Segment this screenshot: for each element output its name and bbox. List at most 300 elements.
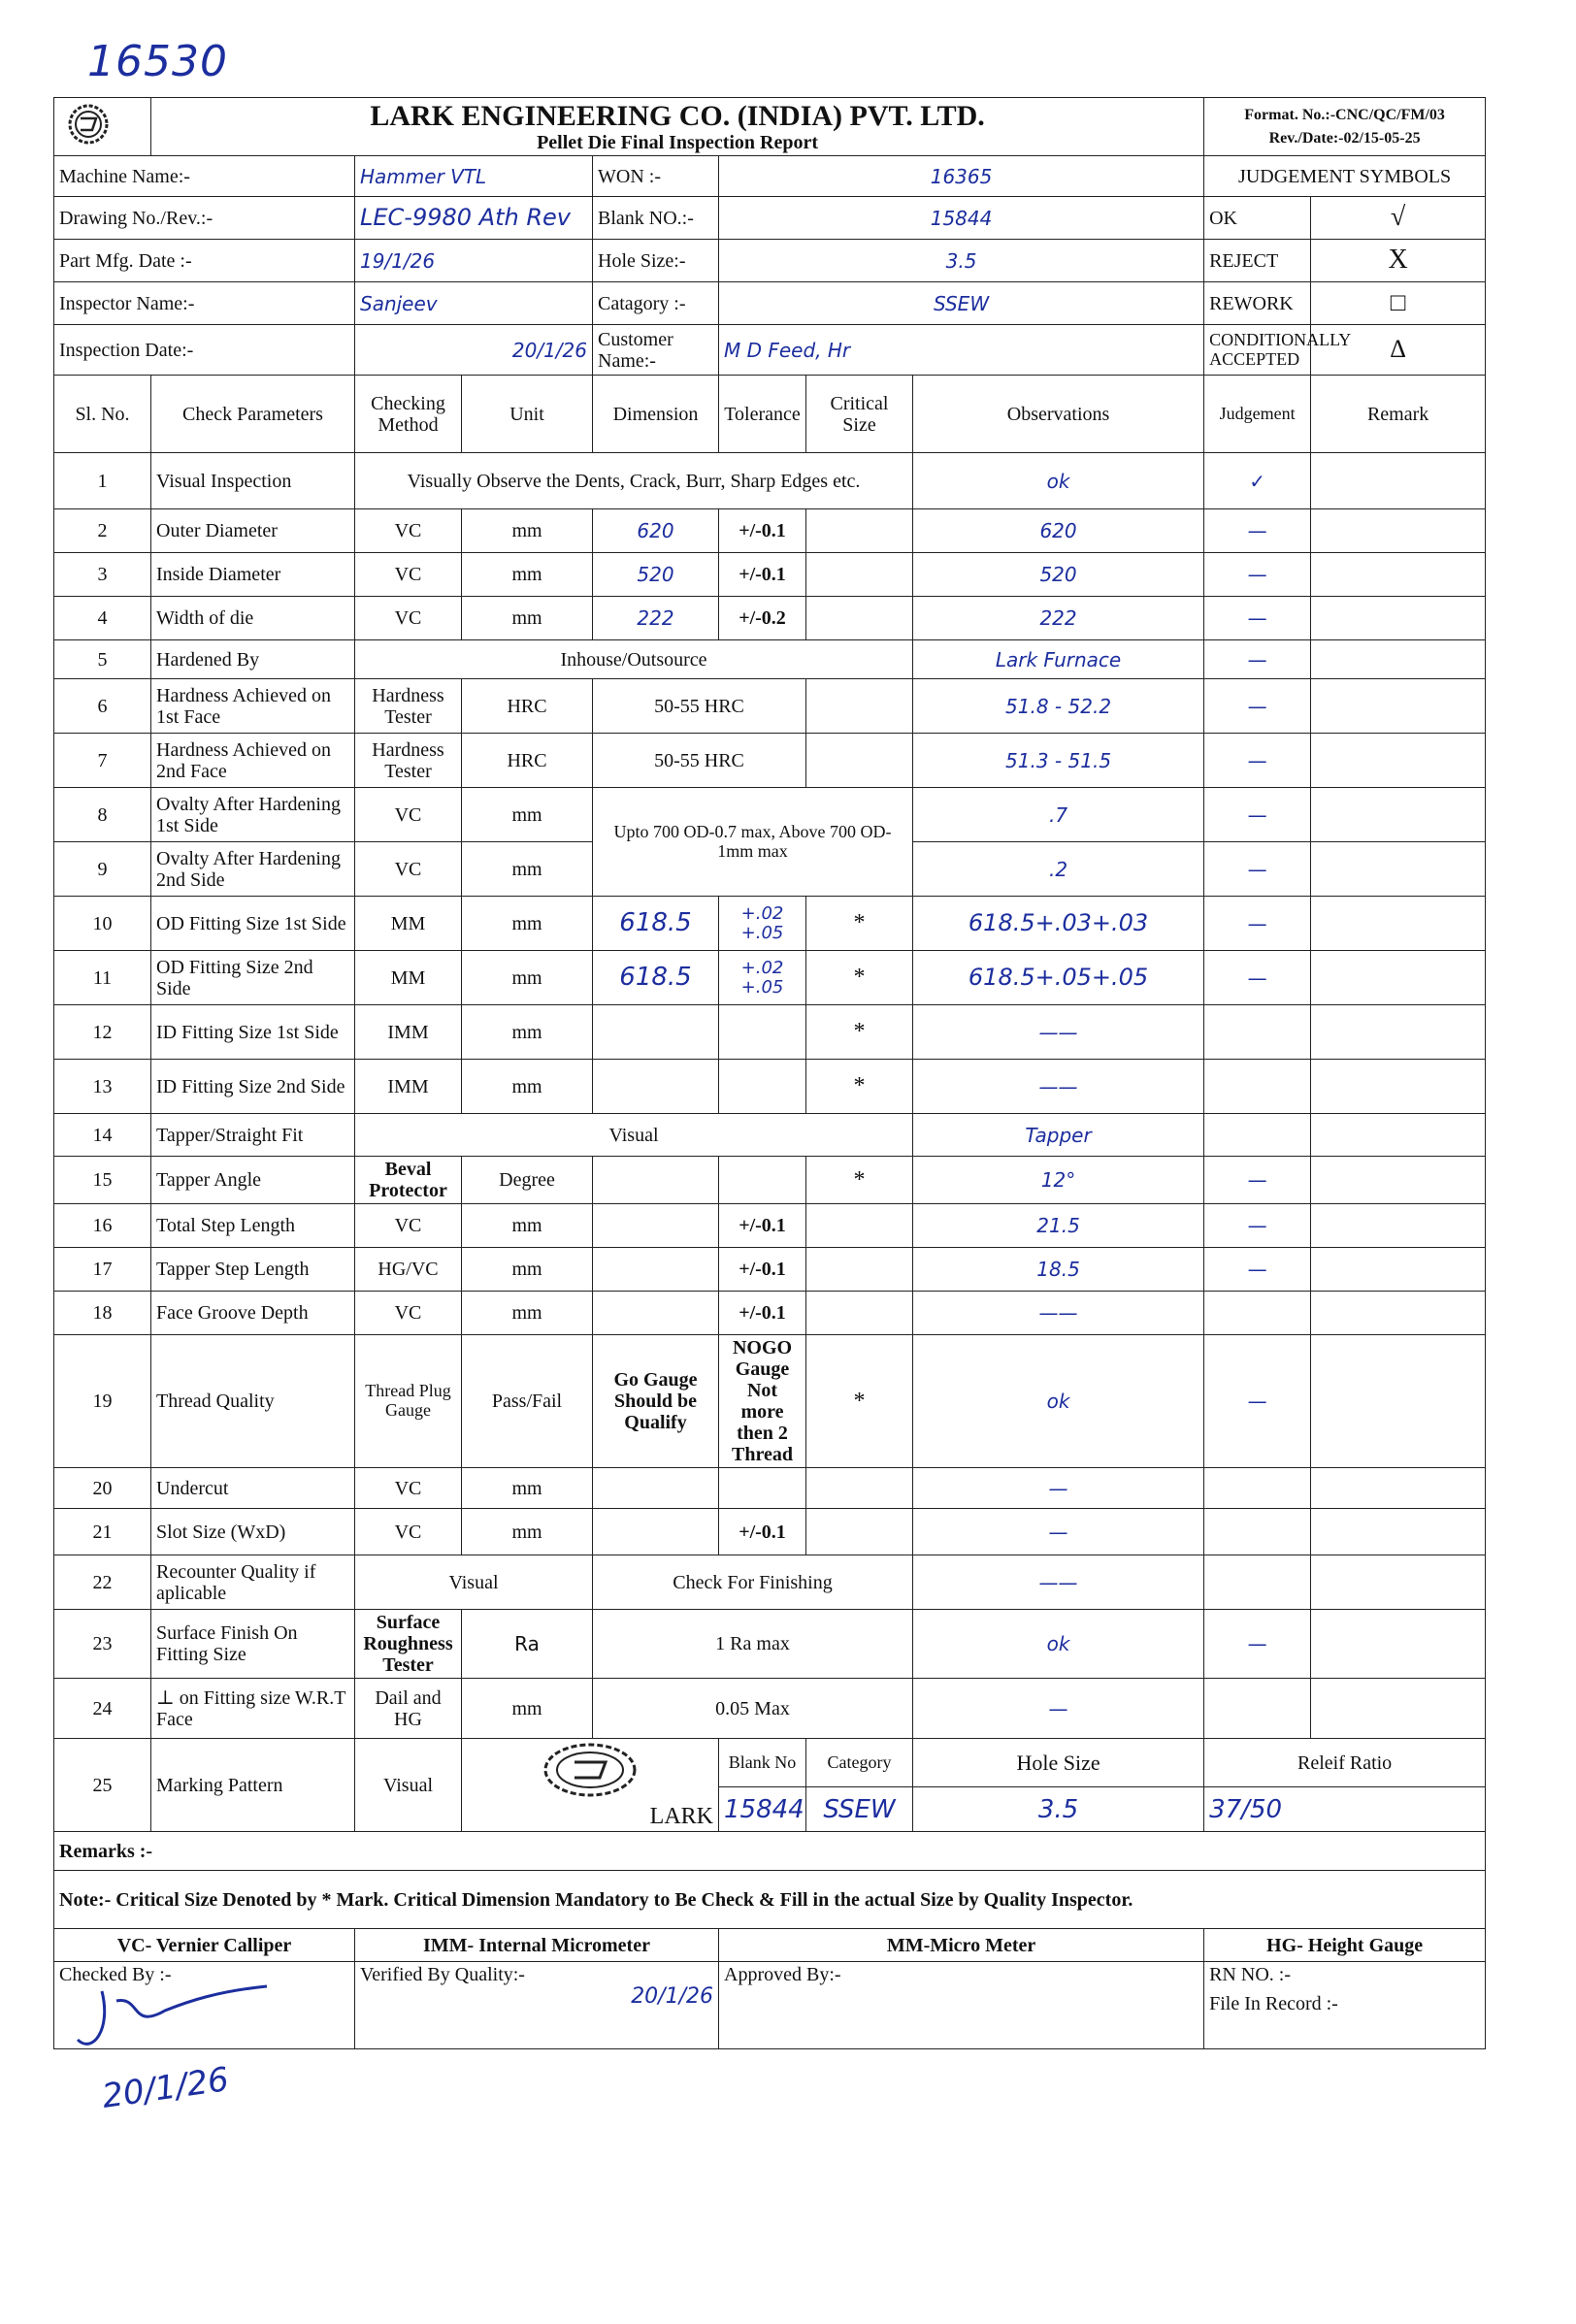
row-observation: —— [913, 1555, 1204, 1610]
row-param: OD Fitting Size 1st Side [151, 897, 355, 951]
verified-by-label: Verified By Quality:- [360, 1964, 525, 1986]
row-method: VC [355, 1204, 462, 1248]
row-remark [1311, 1468, 1486, 1509]
rn-no-label: RN NO. :- [1209, 1964, 1291, 1986]
row-param: Tapper/Straight Fit [151, 1114, 355, 1157]
row-param: Inside Diameter [151, 553, 355, 597]
row-critical [806, 1204, 913, 1248]
row-spec: 50-55 HRC [593, 679, 806, 734]
row-tolerance [719, 1157, 806, 1204]
row-param: ID Fitting Size 1st Side [151, 1005, 355, 1060]
row-observation: 51.8 - 52.2 [913, 679, 1204, 734]
critical-note: Note:- Critical Size Denoted by * Mark. Critical Dimension Mandatory to Be Check & Fill in the actual Size by Quality Inspector. [54, 1871, 1486, 1929]
row-sl: 17 [54, 1248, 151, 1292]
row-critical [806, 553, 913, 597]
judgement-conditional-symbol: Δ [1311, 325, 1486, 376]
row-tolerance [719, 1005, 806, 1060]
table-row [54, 509, 1486, 553]
machine-name-value: Hammer VTL [355, 156, 593, 197]
row-unit: mm [462, 1204, 593, 1248]
table-row [54, 679, 1486, 734]
row-critical [806, 597, 913, 640]
hole-value: 3.5 [719, 240, 1204, 282]
row-unit: mm [462, 509, 593, 553]
machine-name-label: Machine Name:- [54, 156, 355, 197]
row-method: VC [355, 788, 462, 842]
row-judgement [1204, 1005, 1311, 1060]
row-judgement [1204, 1509, 1311, 1555]
row-observation: 618.5+.05+.05 [913, 951, 1204, 1005]
row-sl: 25 [54, 1739, 151, 1832]
row-critical: * [806, 897, 913, 951]
row-observation: .7 [913, 788, 1204, 842]
blank-label: Blank NO.:- [593, 197, 719, 240]
row-remark [1311, 1114, 1486, 1157]
category-value: SSEW [719, 282, 1204, 325]
row-tolerance: +/-0.1 [719, 553, 806, 597]
row-critical: * [806, 1005, 913, 1060]
row-judgement [1204, 1468, 1311, 1509]
row-observation: 21.5 [913, 1204, 1204, 1248]
row-remark [1311, 1335, 1486, 1468]
legend-mm: MM-Micro Meter [719, 1929, 1204, 1962]
row-observation: 222 [913, 597, 1204, 640]
approved-by-label: Approved By:- [724, 1964, 841, 1986]
row-param: Total Step Length [151, 1204, 355, 1248]
marking-lark-text: LARK [649, 1804, 713, 1829]
row-method: VC [355, 597, 462, 640]
marking-relief-value: 37/50 [1204, 1787, 1486, 1832]
marking-category-label: Category [806, 1739, 913, 1787]
row-observation: 18.5 [913, 1248, 1204, 1292]
row-spec: Visual [355, 1114, 913, 1157]
row-sl: 12 [54, 1005, 151, 1060]
row-remark [1311, 734, 1486, 788]
row-remark [1311, 788, 1486, 842]
row-dimension [593, 1060, 719, 1114]
row-remark [1311, 453, 1486, 509]
inspection-date-value: 20/1/26 [355, 325, 593, 376]
row-param: Tapper Step Length [151, 1248, 355, 1292]
row-method: Dail and HG [355, 1679, 462, 1739]
row-remark [1311, 597, 1486, 640]
row-critical [806, 1468, 913, 1509]
row-judgement: — [1204, 1248, 1311, 1292]
row-remark [1311, 1005, 1486, 1060]
row-judgement [1204, 1292, 1311, 1335]
logo-cell [54, 98, 151, 156]
row-remark [1311, 1248, 1486, 1292]
format-cell [1204, 98, 1486, 156]
row-judgement: — [1204, 1204, 1311, 1248]
row-remark [1311, 897, 1486, 951]
row-method: MM [355, 951, 462, 1005]
col-tolerance: Tolerance [719, 376, 806, 453]
row-method: VC [355, 553, 462, 597]
row-method: VC [355, 1468, 462, 1509]
row-judgement: — [1204, 1157, 1311, 1204]
file-record-label: File In Record :- [1209, 1993, 1338, 2015]
table-row [54, 640, 1486, 679]
row-critical [806, 679, 913, 734]
company-name: LARK ENGINEERING CO. (INDIA) PVT. LTD. [370, 100, 985, 132]
row-judgement: — [1204, 1610, 1311, 1679]
row-judgement [1204, 1114, 1311, 1157]
judgement-reject-symbol: X [1311, 240, 1486, 282]
row-observation: ok [913, 1610, 1204, 1679]
row-critical [806, 1248, 913, 1292]
col-observations: Observations [913, 376, 1204, 453]
row-spec: 1 Ra max [593, 1610, 913, 1679]
hole-label: Hole Size:- [593, 240, 719, 282]
row-method: VC [355, 842, 462, 897]
row-judgement: — [1204, 1335, 1311, 1468]
row-method: Visual [355, 1739, 462, 1832]
row-sl: 6 [54, 679, 151, 734]
row-tolerance: +/-0.1 [719, 1248, 806, 1292]
row-unit: mm [462, 842, 593, 897]
row-remark [1311, 553, 1486, 597]
table-row [54, 1248, 1486, 1292]
marking-logo-cell [462, 1739, 719, 1832]
row-sl: 10 [54, 897, 151, 951]
row-critical: * [806, 951, 913, 1005]
row-dimension [593, 1509, 719, 1555]
row-unit: mm [462, 1468, 593, 1509]
row-sl: 13 [54, 1060, 151, 1114]
record-cell [1204, 1962, 1486, 2049]
table-row [54, 453, 1486, 509]
row-method: VC [355, 509, 462, 553]
row-method: VC [355, 1292, 462, 1335]
row-judgement: — [1204, 842, 1311, 897]
legend-imm: IMM- Internal Micrometer [355, 1929, 719, 1962]
row-observation: 618.5+.03+.03 [913, 897, 1204, 951]
row-observation: .2 [913, 842, 1204, 897]
row-method: Hardness Tester [355, 734, 462, 788]
row-unit: mm [462, 553, 593, 597]
row-sl: 3 [54, 553, 151, 597]
row-observation: ok [913, 453, 1204, 509]
row-remark [1311, 509, 1486, 553]
table-row [54, 553, 1486, 597]
row-remark [1311, 640, 1486, 679]
row-param: ⊥ on Fitting size W.R.T Face [151, 1679, 355, 1739]
row-param: ID Fitting Size 2nd Side [151, 1060, 355, 1114]
part-date-label: Part Mfg. Date :- [54, 240, 355, 282]
col-param: Check Parameters [151, 376, 355, 453]
judgement-symbols-title: JUDGEMENT SYMBOLS [1204, 156, 1486, 197]
row-tolerance: +/-0.1 [719, 1292, 806, 1335]
company-header [151, 98, 1204, 156]
row-judgement: — [1204, 734, 1311, 788]
row-judgement: — [1204, 597, 1311, 640]
row-judgement: — [1204, 640, 1311, 679]
row-sl: 19 [54, 1335, 151, 1468]
checked-by-label: Checked By :- [59, 1964, 172, 1986]
judgement-reject-label: REJECT [1204, 240, 1311, 282]
verified-date: 20/1/26 [631, 1984, 713, 2010]
row-sl: 24 [54, 1679, 151, 1739]
row-spec: Inhouse/Outsource [355, 640, 913, 679]
row-remark [1311, 1204, 1486, 1248]
row-dimension: 222 [593, 597, 719, 640]
row-unit: Ra [462, 1610, 593, 1679]
row-unit: mm [462, 788, 593, 842]
row-remark [1311, 1610, 1486, 1679]
judgement-ok-label: OK [1204, 197, 1311, 240]
row-remark [1311, 1157, 1486, 1204]
row-observation: — [913, 1679, 1204, 1739]
row-dimension: 618.5 [593, 897, 719, 951]
row-sl: 23 [54, 1610, 151, 1679]
approved-by-cell [719, 1962, 1204, 2049]
row-param: Tapper Angle [151, 1157, 355, 1204]
row-unit: mm [462, 1292, 593, 1335]
row-judgement [1204, 1555, 1311, 1610]
row-unit: mm [462, 1005, 593, 1060]
verified-by-cell [355, 1962, 719, 2049]
row-remark [1311, 1292, 1486, 1335]
row-spec: 0.05 Max [593, 1679, 913, 1739]
signature-area [53, 2049, 1485, 2214]
row-spec-finishing: Check For Finishing [593, 1555, 913, 1610]
row-spec: Upto 700 OD-0.7 max, Above 700 OD-1mm max [593, 788, 913, 897]
row-param: OD Fitting Size 2nd Side [151, 951, 355, 1005]
col-sl: Sl. No. [54, 376, 151, 453]
table-row [54, 734, 1486, 788]
row-observation: 12° [913, 1157, 1204, 1204]
row-judgement: — [1204, 553, 1311, 597]
row-observation: — [913, 1468, 1204, 1509]
row-sl: 7 [54, 734, 151, 788]
marking-hole-label: Hole Size [913, 1739, 1204, 1787]
table-row [54, 1005, 1486, 1060]
row-observation: 51.3 - 51.5 [913, 734, 1204, 788]
row-observation: —— [913, 1060, 1204, 1114]
col-method: Checking Method [355, 376, 462, 453]
marking-blank-label: Blank No [719, 1739, 806, 1787]
row-spec: 50-55 HRC [593, 734, 806, 788]
row-dimension [593, 1292, 719, 1335]
row-method: Surface Roughness Tester [355, 1610, 462, 1679]
row-observation: — [913, 1509, 1204, 1555]
row-remark [1311, 951, 1486, 1005]
row-unit: mm [462, 597, 593, 640]
row-sl: 21 [54, 1509, 151, 1555]
judgement-rework-symbol: □ [1311, 282, 1486, 325]
row-unit: HRC [462, 734, 593, 788]
row-method: Beval Protector [355, 1157, 462, 1204]
table-row [54, 1468, 1486, 1509]
row-param: Hardened By [151, 640, 355, 679]
checked-date: 20/1/26 [99, 2060, 232, 2117]
drawing-label: Drawing No./Rev.:- [54, 197, 355, 240]
row-sl: 4 [54, 597, 151, 640]
row-unit: Pass/Fail [462, 1335, 593, 1468]
row-critical: * [806, 1157, 913, 1204]
col-dimension: Dimension [593, 376, 719, 453]
table-row [54, 1204, 1486, 1248]
judgement-ok-symbol: √ [1311, 197, 1486, 240]
row-unit: mm [462, 1679, 593, 1739]
row-param: Outer Diameter [151, 509, 355, 553]
inspection-date-label: Inspection Date:- [54, 325, 355, 376]
row-method: Thread Plug Gauge [355, 1335, 462, 1468]
format-no: Format. No.:-CNC/QC/FM/03 [1244, 106, 1445, 123]
row-dimension [593, 1005, 719, 1060]
col-critical: Critical Size [806, 376, 913, 453]
row-dimension: 618.5 [593, 951, 719, 1005]
row-param: Recounter Quality if aplicable [151, 1555, 355, 1610]
legend-vc: VC- Vernier Calliper [54, 1929, 355, 1962]
table-row [54, 897, 1486, 951]
table-row [54, 1157, 1486, 1204]
inspector-label: Inspector Name:- [54, 282, 355, 325]
row-method: Hardness Tester [355, 679, 462, 734]
row-param: Undercut [151, 1468, 355, 1509]
row-judgement [1204, 1060, 1311, 1114]
marking-row-top [54, 1739, 1486, 1787]
row-param: Hardness Achieved on 2nd Face [151, 734, 355, 788]
inspector-value: Sanjeev [355, 282, 593, 325]
category-label: Catagory :- [593, 282, 719, 325]
row-tolerance [719, 1060, 806, 1114]
company-logo-icon [59, 103, 117, 146]
row-observation: ok [913, 1335, 1204, 1468]
customer-value: M D Feed, Hr [719, 325, 1204, 376]
row-sl: 22 [54, 1555, 151, 1610]
row-tolerance: +/-0.2 [719, 597, 806, 640]
marking-blank-value: 15844 [719, 1787, 806, 1832]
row-method: MM [355, 897, 462, 951]
row-remark [1311, 1555, 1486, 1610]
row-param: Slot Size (WxD) [151, 1509, 355, 1555]
row-param: Surface Finish On Fitting Size [151, 1610, 355, 1679]
row-critical [806, 734, 913, 788]
row-critical: * [806, 1060, 913, 1114]
row-param: Visual Inspection [151, 453, 355, 509]
row-unit: HRC [462, 679, 593, 734]
row-dimension [593, 1157, 719, 1204]
row-param: Ovalty After Hardening 2nd Side [151, 842, 355, 897]
row-tolerance: +/-0.1 [719, 1509, 806, 1555]
table-row [54, 1509, 1486, 1555]
row-judgement [1204, 1679, 1311, 1739]
legend-hg: HG- Height Gauge [1204, 1929, 1486, 1962]
row-judgement: — [1204, 951, 1311, 1005]
table-row [54, 1610, 1486, 1679]
col-remark: Remark [1311, 376, 1486, 453]
row-observation: 520 [913, 553, 1204, 597]
row-tolerance [719, 1468, 806, 1509]
rev-date: Rev./Date:-02/15-05-25 [1268, 129, 1421, 147]
row-unit: mm [462, 897, 593, 951]
row-param: Face Groove Depth [151, 1292, 355, 1335]
table-row [54, 788, 1486, 842]
row-remark [1311, 1060, 1486, 1114]
row-method: IMM [355, 1060, 462, 1114]
row-observation: —— [913, 1292, 1204, 1335]
row-judgement: — [1204, 788, 1311, 842]
row-dimension: 620 [593, 509, 719, 553]
row-sl: 1 [54, 453, 151, 509]
part-date-value: 19/1/26 [355, 240, 593, 282]
row-judgement: — [1204, 897, 1311, 951]
row-unit: mm [462, 1060, 593, 1114]
row-param: Marking Pattern [151, 1739, 355, 1832]
row-method: VC [355, 1509, 462, 1555]
report-title: Pellet Die Final Inspection Report [537, 132, 819, 153]
row-dimension [593, 1204, 719, 1248]
table-row [54, 597, 1486, 640]
judgement-rework-label: REWORK [1204, 282, 1311, 325]
row-param: Thread Quality [151, 1335, 355, 1468]
row-judgement: — [1204, 679, 1311, 734]
row-unit: mm [462, 951, 593, 1005]
row-param: Hardness Achieved on 1st Face [151, 679, 355, 734]
inspection-report-sheet [53, 97, 1485, 2117]
row-judgement: — [1204, 509, 1311, 553]
row-sl: 2 [54, 509, 151, 553]
row-sl: 15 [54, 1157, 151, 1204]
row-dimension: Go Gauge Should be Qualify [593, 1335, 719, 1468]
blank-value: 15844 [719, 197, 1204, 240]
drawing-value: LEC-9980 Ath Rev [355, 197, 593, 240]
row-method: IMM [355, 1005, 462, 1060]
table-row [54, 1679, 1486, 1739]
row-critical [806, 509, 913, 553]
row-sl: 16 [54, 1204, 151, 1248]
table-row [54, 1292, 1486, 1335]
col-judgement: Judgement [1204, 376, 1311, 453]
table-row [54, 1114, 1486, 1157]
table-row [54, 951, 1486, 1005]
table-row [54, 1335, 1486, 1468]
row-sl: 8 [54, 788, 151, 842]
customer-label: Customer Name:- [593, 325, 719, 376]
judgement-conditional-label: CONDITIONALLY ACCEPTED [1204, 325, 1311, 376]
row-critical [806, 1509, 913, 1555]
row-critical: * [806, 1335, 913, 1468]
row-sl: 9 [54, 842, 151, 897]
top-handwritten-number: 16530 [87, 37, 228, 86]
marking-relief-label: Releif Ratio [1204, 1739, 1486, 1787]
row-tolerance: +.02 +.05 [719, 951, 806, 1005]
inspection-table [53, 97, 1486, 2049]
row-unit: mm [462, 1248, 593, 1292]
row-remark [1311, 842, 1486, 897]
row-dimension [593, 1248, 719, 1292]
row-unit: Degree [462, 1157, 593, 1204]
row-dimension: 520 [593, 553, 719, 597]
row-dimension [593, 1468, 719, 1509]
lark-logo-icon [532, 1741, 648, 1799]
row-observation: —— [913, 1005, 1204, 1060]
table-row [54, 1060, 1486, 1114]
row-tolerance: +/-0.1 [719, 509, 806, 553]
row-unit: mm [462, 1509, 593, 1555]
row-remark [1311, 1679, 1486, 1739]
row-method: HG/VC [355, 1248, 462, 1292]
row-spec: Visually Observe the Dents, Crack, Burr, Sharp Edges etc. [355, 453, 913, 509]
row-observation: 620 [913, 509, 1204, 553]
row-sl: 20 [54, 1468, 151, 1509]
marking-hole-value: 3.5 [913, 1787, 1204, 1832]
table-row [54, 1555, 1486, 1610]
row-remark [1311, 1509, 1486, 1555]
row-param: Ovalty After Hardening 1st Side [151, 788, 355, 842]
